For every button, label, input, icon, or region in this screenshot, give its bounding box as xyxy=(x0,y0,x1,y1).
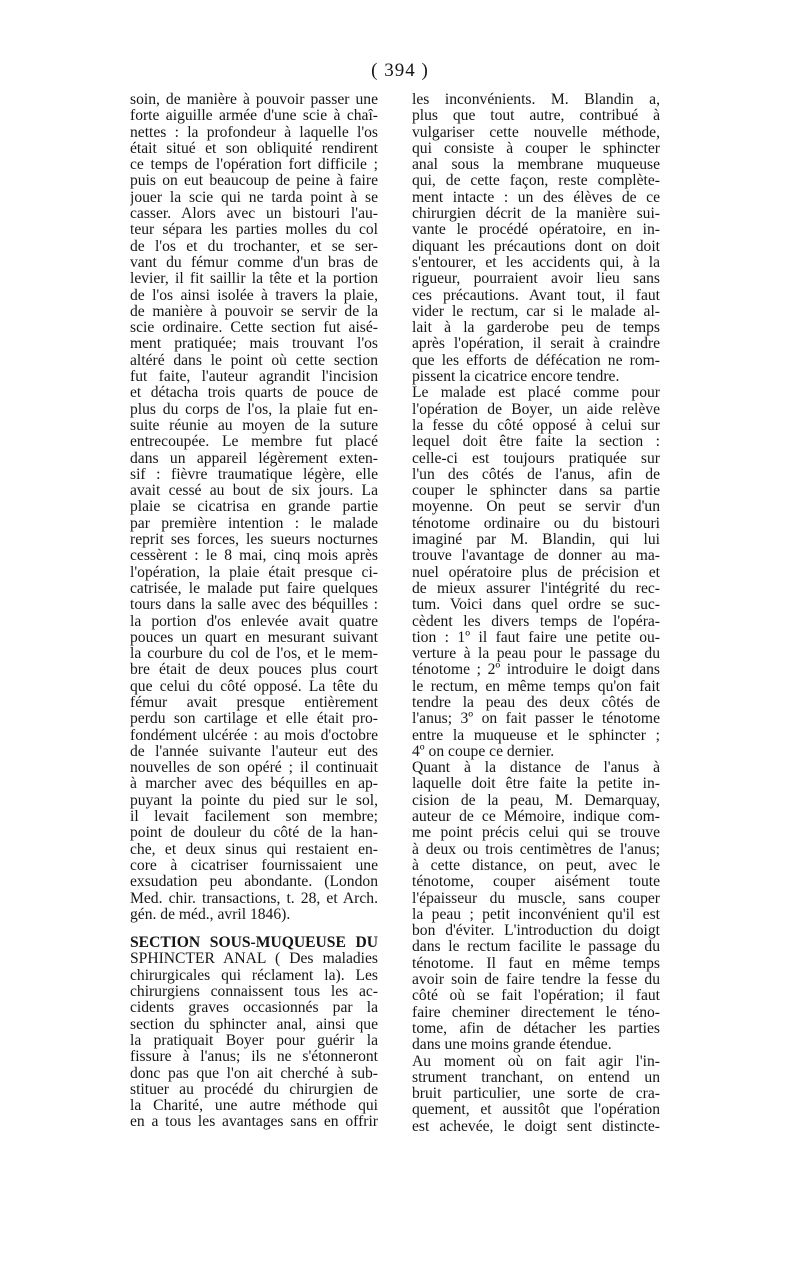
text-line: plus que tout autre, contribué à xyxy=(412,108,660,125)
text-line: Med. chir. transactions, t. 28, et Arch. xyxy=(130,890,378,907)
text-line: moyenne. On peut se servir d'un xyxy=(412,499,660,516)
text-line: imaginé par M. Blandin, qui lui xyxy=(412,532,660,549)
text-line: était situé et son obliquité rendirent xyxy=(130,140,378,157)
text-line: de l'année suivante l'auteur eut des xyxy=(130,743,378,760)
text-line: fut faite, l'auteur agrandit l'incision xyxy=(130,369,378,386)
page-number: ( 394 ) xyxy=(371,60,429,81)
text-line: plus du corps de l'os, la plaie fut en- xyxy=(130,401,378,418)
text-line: suite réunie au moyen de la suture xyxy=(130,417,378,434)
text-line: strument tranchant, on entend un xyxy=(412,1069,660,1086)
text-line: rigueur, pourraient avoir lieu sans xyxy=(412,271,660,288)
text-line: nuel opératoire plus de précision et xyxy=(412,564,660,581)
text-line: 4º on coupe ce dernier. xyxy=(412,743,555,760)
text-line: puis on eut beaucoup de peine à faire xyxy=(130,173,378,190)
text-line: catrisée, le malade put faire quelques xyxy=(130,580,378,597)
text-line: me point précis celui qui se trouve xyxy=(412,825,660,842)
text-line: l'opération, la plaie était presque ci- xyxy=(130,564,378,581)
text-line: cidents graves occasionnés par la xyxy=(130,1000,378,1017)
text-line: entre la muqueuse et le sphincter ; xyxy=(412,727,660,744)
text-line: cèdent les divers temps de l'opéra- xyxy=(412,613,660,630)
text-line: que les efforts de défécation ne rom- xyxy=(412,352,660,369)
text-line: exsudation peu abondante. (London xyxy=(130,874,378,891)
text-line: qui, de cette façon, reste complète- xyxy=(412,173,660,190)
text-line: ténotome. Il faut en même temps xyxy=(412,955,660,972)
text-line: l'opération de Boyer, un aide relève xyxy=(412,401,660,418)
section-gap xyxy=(130,923,378,935)
text-line: lait à la garderobe peu de temps xyxy=(412,320,660,337)
text-line: et détacha trois quarts de pouce de xyxy=(130,385,378,402)
text-line: cision de la peau, M. Demarquay, xyxy=(412,792,660,809)
text-line: fémur avait presque entièrement xyxy=(130,694,378,711)
text-line: verture à la peau pour le passage du xyxy=(412,646,660,663)
text-line: che, et deux sinus qui restaient en- xyxy=(130,841,378,858)
text-line: vulgariser cette nouvelle méthode, xyxy=(412,124,660,141)
text-line: tum. Voici dans quel ordre se suc- xyxy=(412,597,660,614)
text-line: l'un des côtés de l'anus, afin de xyxy=(412,466,660,483)
text-line: core à cicatriser fournissaient une xyxy=(130,857,378,874)
text-line: diquant les précautions dont on doit xyxy=(412,238,660,255)
text-line: dans le rectum facilite le passage du xyxy=(412,939,660,956)
text-line: teur sépara les parties molles du col xyxy=(130,222,378,239)
text-line: est achevée, le doigt sent distincte- xyxy=(412,1118,660,1135)
text-line: cessèrent : le 8 mai, cinq mois après xyxy=(130,548,378,565)
text-line: donc pas que l'on ait cherché à sub- xyxy=(130,1065,378,1082)
text-line: vant du fémur comme d'un bras de xyxy=(130,254,378,271)
text-line: bon d'éviter. L'introduction du doigt xyxy=(412,923,660,940)
text-line: après l'opération, il serait à craindre xyxy=(412,336,660,353)
text-line: quement, et aussitôt que l'opération xyxy=(412,1102,660,1119)
text-line: nouvelles de son opéré ; il continuait xyxy=(130,760,378,777)
text-line: vider le rectum, car si le malade al- xyxy=(412,303,660,320)
text-line: point de douleur du côté de la han- xyxy=(130,825,378,842)
text-line: ces précautions. Avant tout, il faut xyxy=(412,287,660,304)
text-line: Quant à la distance de l'anus à xyxy=(412,760,660,777)
text-line: faire cheminer directement le téno- xyxy=(412,1004,660,1021)
text-line: soin, de manière à pouvoir passer une xyxy=(130,92,378,108)
text-line: section du sphincter anal, ainsi que xyxy=(130,1016,378,1033)
text-line: forte aiguille armée d'une scie à chaî- xyxy=(130,108,378,125)
section-heading: SECTION SOUS-MUQUEUSE DU xyxy=(130,935,378,952)
text-line: levier, il fit saillir la tête et la portion xyxy=(130,271,378,288)
text-line: côté où se fait l'opération; il faut xyxy=(412,988,660,1005)
text-line: perdu son cartilage et elle était pro- xyxy=(130,711,378,728)
text-line: scie ordinaire. Cette section fut aisé- xyxy=(130,320,378,337)
text-line: la peau ; petit inconvénient qu'il est xyxy=(412,906,660,923)
text-line: chirurgiens connaissent tous les ac- xyxy=(130,984,378,1001)
text-line: jouer la scie qui ne tarda point à se xyxy=(130,189,378,206)
text-line: reprit ses forces, les sueurs nocturnes xyxy=(130,532,378,549)
text-line: bruit particulier, une sorte de cra- xyxy=(412,1086,660,1103)
text-line: tours dans la salle avec des béquilles : xyxy=(130,597,378,614)
text-line: le rectum, en même temps qu'on fait xyxy=(412,678,660,695)
text-line: s'entourer, et les accidents qui, à la xyxy=(412,254,660,271)
text-line: celle-ci est toujours pratiquée sur xyxy=(412,450,660,467)
text-line: la Charité, une autre méthode qui xyxy=(130,1098,378,1115)
text-line: lequel doit être faite la section : xyxy=(412,434,660,451)
text-line: la portion d'os enlevée avait quatre xyxy=(130,613,378,630)
text-line: ce temps de l'opération fort difficile ; xyxy=(130,157,378,174)
text-line: de l'os ainsi isolée à travers la plaie, xyxy=(130,287,378,304)
text-line: les inconvénients. M. Blandin a, xyxy=(412,92,660,108)
text-line: de manière à pouvoir se servir de la xyxy=(130,303,378,320)
text-line: anal sous la membrane muqueuse xyxy=(412,157,660,174)
text-line: gén. de méd., avril 1846). xyxy=(130,906,291,923)
text-line: stituer au procédé du chirurgien de xyxy=(130,1081,378,1098)
text-line: entrecoupée. Le membre fut placé xyxy=(130,434,378,451)
text-line: fissure à l'anus; ils ne s'étonneront xyxy=(130,1049,378,1066)
text-line: la pratiquait Boyer pour guérir la xyxy=(130,1032,378,1049)
text-line: fondément ulcérée : au mois d'octobre xyxy=(130,727,378,744)
text-line: couper le sphincter dans sa partie xyxy=(412,483,660,500)
text-line: que celui du côté opposé. La tête du xyxy=(130,678,378,695)
text-line: SPHINCTER ANAL ( Des maladies xyxy=(130,951,378,968)
text-line: dans une moins grande étendue. xyxy=(412,1037,612,1054)
text-line: auteur de ce Mémoire, indique com- xyxy=(412,809,660,826)
text-line: l'anus; 3º on fait passer le ténotome xyxy=(412,711,660,728)
text-line: de mieux assurer l'intégrité du rec- xyxy=(412,580,660,597)
text-line: par première intention : le malade xyxy=(130,515,378,532)
text-line: chirurgicales qui réclament la). Les xyxy=(130,967,378,984)
text-line: altéré dans le point où cette section xyxy=(130,352,378,369)
left-text-column xyxy=(130,92,378,1131)
text-line: casser. Alors avec un bistouri l'au- xyxy=(130,206,378,223)
text-line: en a tous les avantages sans en offrir xyxy=(130,1114,378,1131)
text-line: avait cessé au bout de six jours. La xyxy=(130,483,378,500)
text-line: laquelle doit être faite la petite in- xyxy=(412,776,660,793)
text-line: tendre la peau des deux côtés de xyxy=(412,694,660,711)
right-text-column xyxy=(412,92,660,1135)
text-line: ment intacte : un des élèves de ce xyxy=(412,189,660,206)
text-line: dans un appareil légèrement exten- xyxy=(130,450,378,467)
text-line: Le malade est placé comme pour xyxy=(412,385,660,402)
text-line: trouve l'avantage de donner au ma- xyxy=(412,548,660,565)
text-line: pissent la cicatrice encore tendre. xyxy=(412,369,620,386)
text-line: avoir soin de faire tendre la fesse du xyxy=(412,972,660,989)
text-line: plaie se cicatrisa en grande partie xyxy=(130,499,378,516)
text-line: puyant la pointe du pied sur le sol, xyxy=(130,792,378,809)
text-line: vante le procédé opératoire, en in- xyxy=(412,222,660,239)
text-line: ténotome ordinaire ou du bistouri xyxy=(412,515,660,532)
text-line: bre était de deux pouces plus court xyxy=(130,662,378,679)
text-line: la fesse du côté opposé à celui sur xyxy=(412,417,660,434)
text-line: ténotome, couper aisément toute xyxy=(412,874,660,891)
text-line: sif : fièvre traumatique légère, elle xyxy=(130,466,378,483)
text-line: Au moment où on fait agir l'in- xyxy=(412,1053,660,1070)
text-line: la courbure du col de l'os, et le mem- xyxy=(130,646,378,663)
text-line: pouces un quart en mesurant suivant xyxy=(130,629,378,646)
text-line: nettes : la profondeur à laquelle l'os xyxy=(130,124,378,141)
text-line: tome, afin de détacher les parties xyxy=(412,1020,660,1037)
text-line: à deux ou trois centimètres de l'anus; xyxy=(412,841,660,858)
text-line: qui consiste à couper le sphincter xyxy=(412,140,660,157)
text-line: à marcher avec des béquilles en ap- xyxy=(130,776,378,793)
text-line: à cette distance, on peut, avec le xyxy=(412,857,660,874)
text-line: il levait facilement son membre; xyxy=(130,809,378,826)
text-line: l'épaisseur du muscle, sans couper xyxy=(412,890,660,907)
text-line: de l'os et du trochanter, et se ser- xyxy=(130,238,378,255)
text-line: chirurgien décrit de la manière sui- xyxy=(412,206,660,223)
text-line: ment pratiquée; mais trouvant l'os xyxy=(130,336,378,353)
text-line: tion : 1º il faut faire une petite ou- xyxy=(412,629,660,646)
text-line: ténotome ; 2º introduire le doigt dans xyxy=(412,662,660,679)
